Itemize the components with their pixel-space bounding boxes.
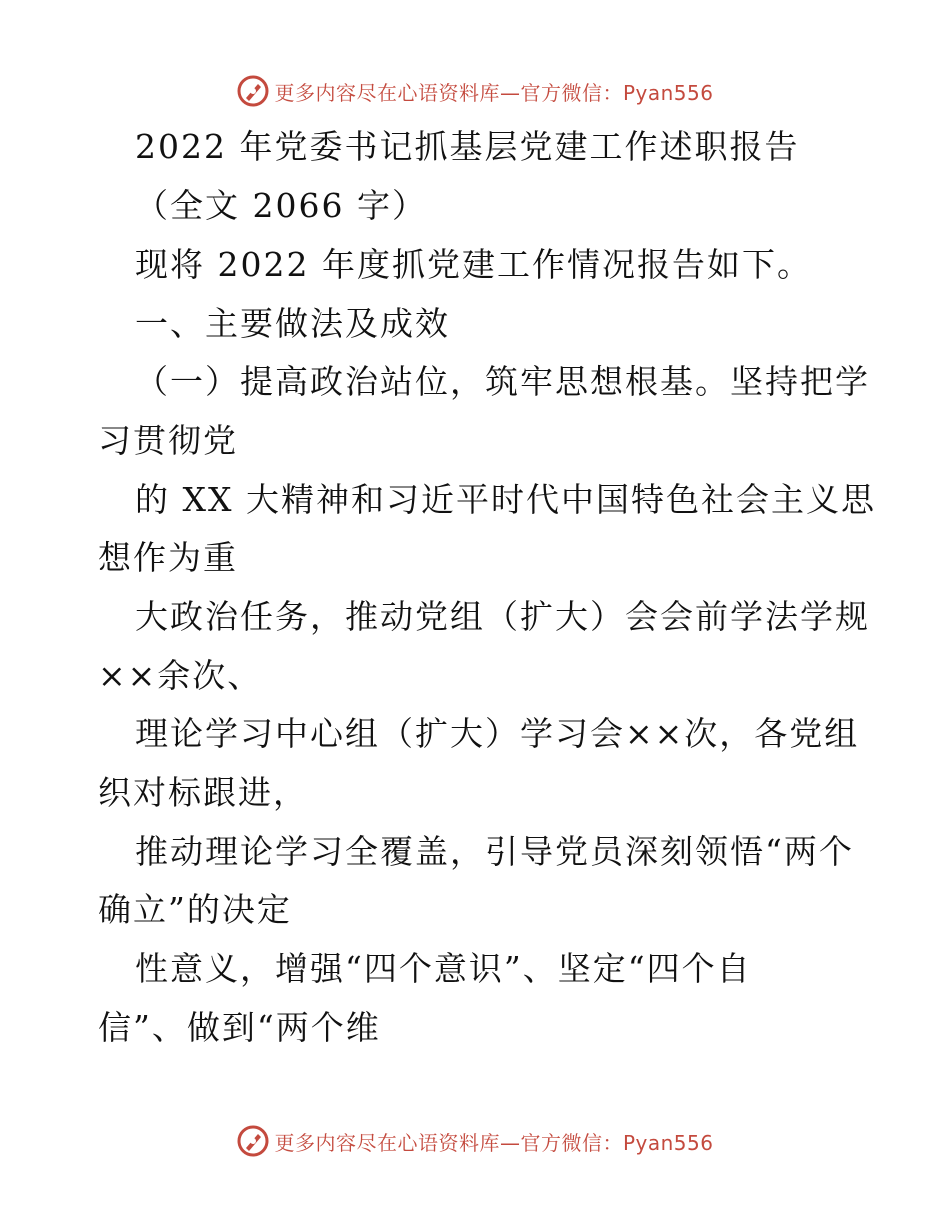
- paragraph-line: 理论学习中心组（扩大）学习会××次，各党组: [135, 714, 860, 753]
- pen-nib-seal-icon: [236, 1124, 270, 1158]
- paragraph-line: 性意义，增强“四个意识”、坚定“四个自: [135, 949, 752, 988]
- header-watermark: [0, 74, 950, 108]
- watermark-text: 更多内容尽在心语资料库—官方微信：Pyan556: [274, 1130, 714, 1155]
- footer-watermark: [0, 1124, 950, 1158]
- paragraph-line: 信”、做到“两个维: [98, 1008, 381, 1047]
- section-heading: 一、主要做法及成效: [135, 304, 450, 343]
- word-count: （全文 2066 字）: [135, 186, 427, 225]
- paragraph-line: 的 XX 大精神和习近平时代中国特色社会主义思: [135, 480, 876, 519]
- paragraph-line: ××余次、: [98, 656, 263, 695]
- paragraph-line: 推动理论学习全覆盖，引导党员深刻领悟“两个: [135, 832, 854, 871]
- paragraph-line: 想作为重: [98, 538, 238, 577]
- document-title: 2022 年党委书记抓基层党建工作述职报告: [135, 127, 800, 166]
- paragraph-line: 织对标跟进，: [98, 773, 308, 812]
- watermark-text: 更多内容尽在心语资料库—官方微信：Pyan556: [274, 80, 714, 105]
- paragraph-line: 习贯彻党: [98, 421, 238, 460]
- paragraph-line: （一）提高政治站位，筑牢思想根基。坚持把学: [135, 362, 870, 401]
- pen-nib-seal-icon: [236, 74, 270, 108]
- paragraph-line: 大政治任务，推动党组（扩大）会会前学法学规: [135, 597, 870, 636]
- intro-paragraph: 现将 2022 年度抓党建工作情况报告如下。: [135, 245, 812, 284]
- paragraph-line: 确立”的决定: [98, 890, 292, 929]
